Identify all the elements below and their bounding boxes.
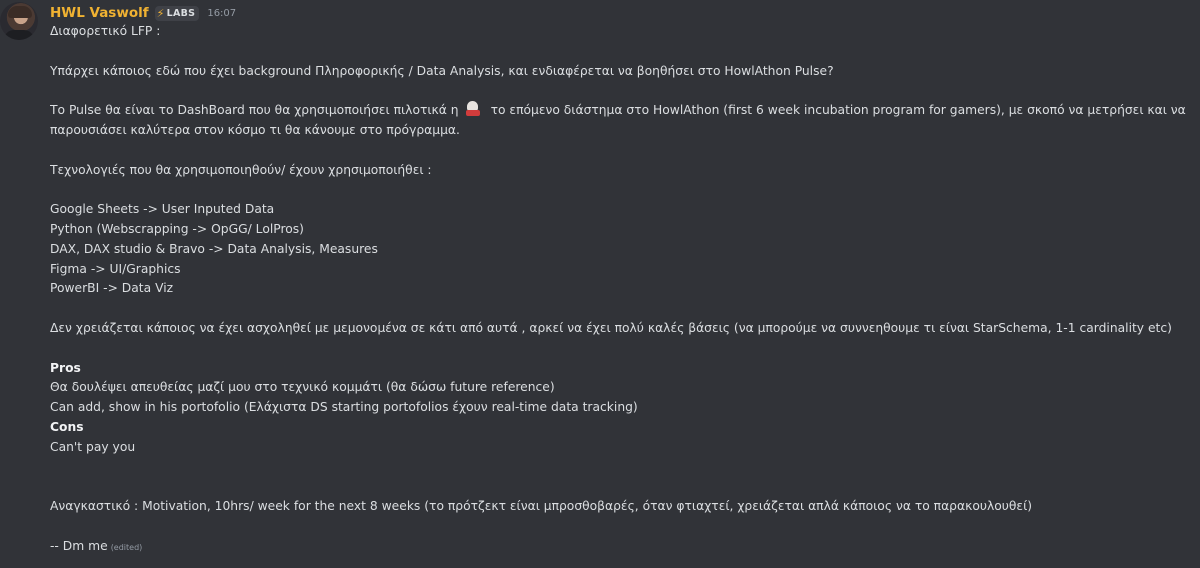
message-content xyxy=(50,22,1190,557)
message-line: Python (Webscrapping -> OpGG/ LolPros) xyxy=(50,221,304,236)
message-line: Τεχνολογιές που θα χρησιμοποιηθούν/ έχουν χρησιμοποιήθει : xyxy=(50,162,432,177)
blank-line xyxy=(50,477,1190,497)
blank-line xyxy=(50,299,1190,319)
lightning-bolt-icon: ⚡ xyxy=(156,6,165,20)
avatar-shirt xyxy=(4,30,34,40)
message-text: το επόμενο διάστημα στο HowlAthon (first 6 week incubation program for gamers), με σκοπό να μετρήσει και να xyxy=(490,103,1186,118)
avatar[interactable] xyxy=(0,2,38,40)
blank-line xyxy=(50,458,1190,478)
message-text: -- Dm me xyxy=(50,538,108,553)
avatar-hair xyxy=(8,6,32,18)
message-line: Υπάρχει κάποιος εδώ που έχει background Πληροφορικής / Data Analysis, και ενδιαφέρεται να βοηθήσει στο HowlAthon Pulse? xyxy=(50,63,834,78)
message-line: DAX, DAX studio & Bravo -> Data Analysis, Measures xyxy=(50,241,378,256)
message-line: Google Sheets -> User Inputed Data xyxy=(50,202,275,217)
message-header xyxy=(50,3,236,23)
blank-line xyxy=(50,339,1190,359)
message-line: Δεν χρειάζεται κάποιος να έχει ασχοληθεί με μεμονομένα σε κάτι από αυτά , αρκεί να έχει πολύ καλές βάσεις (να μπορούμε να συννεηθουμε τι είναι StarSchema, 1-1 cardinality etc) xyxy=(50,320,1172,335)
message-line: PowerBI -> Data Viz xyxy=(50,281,174,296)
blank-line xyxy=(50,42,1190,62)
blank-line xyxy=(50,517,1190,537)
pros-heading: Pros xyxy=(50,360,81,375)
blank-line xyxy=(50,180,1190,200)
message-line: Διαφορετικό LFP : xyxy=(50,24,161,38)
message-line: Figma -> UI/Graphics xyxy=(50,261,181,276)
message-timestamp[interactable]: 16:07 xyxy=(207,7,237,19)
message-line xyxy=(50,101,1190,121)
message-line: Can't pay you xyxy=(50,439,136,454)
server-tag-badge[interactable] xyxy=(155,6,200,21)
edited-label: (edited) xyxy=(110,542,143,552)
message-line: Can add, show in his portofolio (Ελάχιστα DS starting portofolios έχουν real-time data tracking) xyxy=(50,400,638,415)
message-text: Το Pulse θα είναι το DashBoard που θα χρησιμοποιήσει πιλοτικά η xyxy=(50,103,459,118)
message-line: Θα δουλέψει απευθείας μαζί μου στο τεχνικό κομμάτι (θα δώσω future reference) xyxy=(50,380,555,395)
blank-line xyxy=(50,81,1190,101)
message-line: Αναγκαστικό : Motivation, 10hrs/ week for the next 8 weeks (το πρότζεκτ είναι μπροσθοβαρές, όταν φτιαχτεί, χρειάζεται απλά κάποιος να το παρακουλουθεί) xyxy=(50,499,1033,514)
cons-heading: Cons xyxy=(50,419,84,434)
message-line: παρουσιάσει καλύτερα στον κόσμο τι θα κάνουμε στο πρόγραμμα. xyxy=(50,122,460,137)
author-name[interactable]: HWL Vaswolf xyxy=(50,5,149,21)
skull-helmet-emoji xyxy=(465,101,481,117)
message-line xyxy=(50,537,1190,557)
server-tag-label: LABS xyxy=(166,7,196,19)
blank-line xyxy=(50,141,1190,161)
